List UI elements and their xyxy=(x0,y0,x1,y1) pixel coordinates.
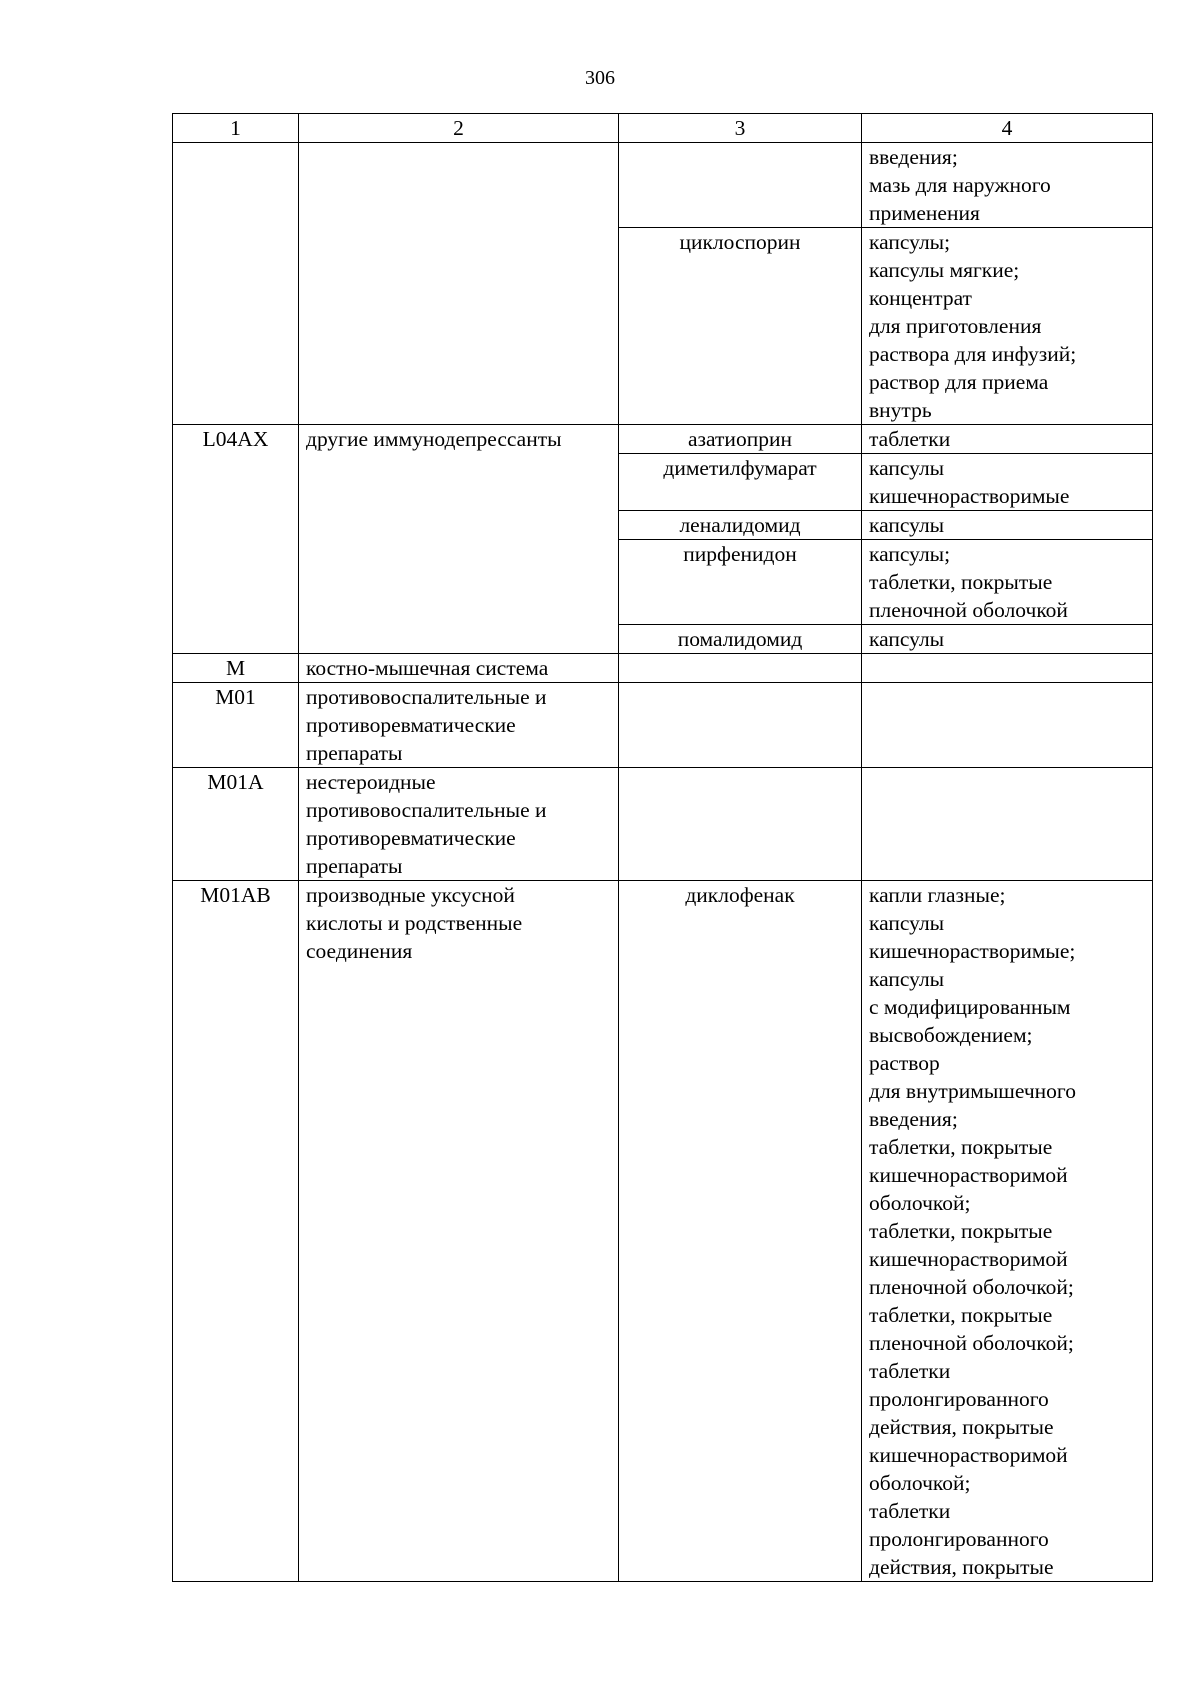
form-line: капсулы xyxy=(869,513,945,537)
group-cell xyxy=(299,654,619,683)
group-cell xyxy=(299,881,619,1582)
form-line: кишечнорастворимой xyxy=(869,1443,1068,1467)
forms-cell xyxy=(862,228,1153,425)
form-line: оболочкой; xyxy=(869,1191,971,1215)
form-line: таблетки xyxy=(869,1359,951,1383)
form-line: действия, покрытые xyxy=(869,1555,1054,1579)
group-line: костно-мышечная система xyxy=(306,656,549,680)
code-cell: M01A xyxy=(173,768,299,881)
drug-cell: помалидомид xyxy=(619,625,862,654)
table-row xyxy=(173,683,1153,768)
drug-table xyxy=(172,113,1153,1582)
table-row xyxy=(173,768,1153,881)
code-cell: M xyxy=(173,654,299,683)
code-cell: M01 xyxy=(173,683,299,768)
group-line: кислоты и родственные xyxy=(306,911,523,935)
forms-cell xyxy=(862,425,1153,454)
table-row xyxy=(173,143,1153,228)
form-line: кишечнорастворимой xyxy=(869,1247,1068,1271)
forms-cell xyxy=(862,540,1153,625)
forms-cell xyxy=(862,881,1153,1582)
form-line: введения; xyxy=(869,1107,958,1131)
form-line: таблетки, покрытые xyxy=(869,570,1053,594)
drug-cell: пирфенидон xyxy=(619,540,862,625)
form-line: концентрат xyxy=(869,286,972,310)
group-line: производные уксусной xyxy=(306,883,515,907)
page-number: 306 xyxy=(585,67,615,89)
form-line: введения; xyxy=(869,145,958,169)
group-line: препараты xyxy=(306,741,403,765)
form-line: капсулы мягкие; xyxy=(869,258,1020,282)
forms-cell xyxy=(862,683,1153,768)
group-cell xyxy=(299,683,619,768)
table-row xyxy=(173,881,1153,1582)
form-line: таблетки xyxy=(869,1499,951,1523)
forms-cell xyxy=(862,511,1153,540)
form-line: капсулы xyxy=(869,627,945,651)
form-line: кишечнорастворимые; xyxy=(869,939,1076,963)
form-line: капсулы; xyxy=(869,542,951,566)
group-line: противовоспалительные и xyxy=(306,798,547,822)
form-line: пленочной оболочкой; xyxy=(869,1275,1074,1299)
form-line: для внутримышечного xyxy=(869,1079,1076,1103)
column-header-3: 3 xyxy=(619,114,862,143)
form-line: внутрь xyxy=(869,398,932,422)
form-line: пленочной оболочкой xyxy=(869,598,1068,622)
forms-cell xyxy=(862,454,1153,511)
form-line: для приготовления xyxy=(869,314,1042,338)
form-line: раствор для приема xyxy=(869,370,1049,394)
form-line: капсулы xyxy=(869,967,945,991)
drug-cell: циклоспорин xyxy=(619,228,862,425)
form-line: высвобождением; xyxy=(869,1023,1033,1047)
form-line: таблетки, покрытые xyxy=(869,1219,1053,1243)
drug-cell: азатиоприн xyxy=(619,425,862,454)
form-line: капли глазные; xyxy=(869,883,1006,907)
form-line: раствор xyxy=(869,1051,940,1075)
form-line: мазь для наружного xyxy=(869,173,1051,197)
drug-cell xyxy=(619,683,862,768)
drug-cell: диметилфумарат xyxy=(619,454,862,511)
code-cell xyxy=(173,143,299,425)
form-line: кишечнорастворимой xyxy=(869,1163,1068,1187)
group-line: другие иммунодепрессанты xyxy=(306,427,562,451)
form-line: пролонгированного xyxy=(869,1527,1049,1551)
column-header-1: 1 xyxy=(173,114,299,143)
form-line: с модифицированным xyxy=(869,995,1071,1019)
group-line: противоревматические xyxy=(306,713,516,737)
drug-cell: леналидомид xyxy=(619,511,862,540)
table-row xyxy=(173,654,1153,683)
form-line: действия, покрытые xyxy=(869,1415,1054,1439)
form-line: раствора для инфузий; xyxy=(869,342,1077,366)
group-cell xyxy=(299,425,619,654)
drug-cell: диклофенак xyxy=(619,881,862,1582)
form-line: таблетки, покрытые xyxy=(869,1303,1053,1327)
group-line: противовоспалительные и xyxy=(306,685,547,709)
group-line: противоревматические xyxy=(306,826,516,850)
form-line: оболочкой; xyxy=(869,1471,971,1495)
forms-cell xyxy=(862,625,1153,654)
code-cell: L04AX xyxy=(173,425,299,654)
group-line: препараты xyxy=(306,854,403,878)
form-line: применения xyxy=(869,201,980,225)
table-row xyxy=(173,425,1153,454)
form-line: пленочной оболочкой; xyxy=(869,1331,1074,1355)
forms-cell xyxy=(862,654,1153,683)
drug-cell xyxy=(619,654,862,683)
forms-cell xyxy=(862,143,1153,228)
column-header-4: 4 xyxy=(862,114,1153,143)
group-cell xyxy=(299,143,619,425)
group-cell xyxy=(299,768,619,881)
form-line: пролонгированного xyxy=(869,1387,1049,1411)
column-header-2: 2 xyxy=(299,114,619,143)
form-line: кишечнорастворимые xyxy=(869,484,1070,508)
header-row xyxy=(173,114,1153,143)
form-line: капсулы xyxy=(869,456,945,480)
form-line: таблетки, покрытые xyxy=(869,1135,1053,1159)
form-line: таблетки xyxy=(869,427,951,451)
drug-cell xyxy=(619,768,862,881)
group-line: соединения xyxy=(306,939,413,963)
form-line: капсулы xyxy=(869,911,945,935)
code-cell: M01AB xyxy=(173,881,299,1582)
forms-cell xyxy=(862,768,1153,881)
group-line: нестероидные xyxy=(306,770,436,794)
form-line: капсулы; xyxy=(869,230,951,254)
drug-cell xyxy=(619,143,862,228)
